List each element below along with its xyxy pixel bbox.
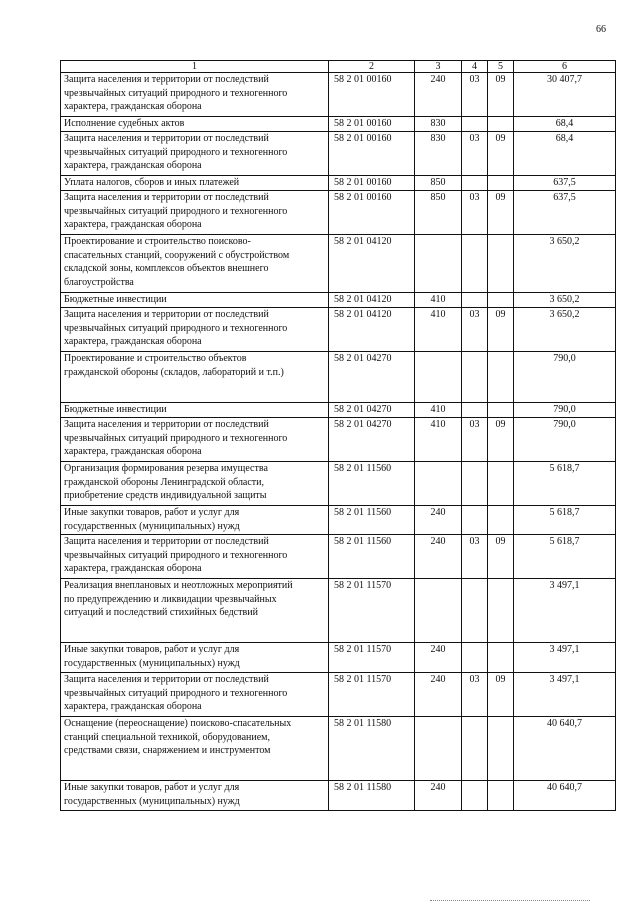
row-amount-cell: 5 618,7 (514, 462, 616, 506)
row-amount-cell: 40 640,7 (514, 781, 616, 811)
row-section-cell (462, 176, 488, 191)
row-code-cell: 58 2 01 04270 (329, 403, 415, 418)
header-col-6: 6 (514, 61, 616, 73)
table-row (61, 462, 616, 506)
row-amount-cell: 3 650,2 (514, 293, 616, 308)
row-expense-type-cell (415, 717, 462, 781)
row-subsection-cell: 09 (488, 132, 514, 176)
row-expense-type-cell: 410 (415, 293, 462, 308)
row-code-cell: 58 2 01 11560 (329, 535, 415, 579)
row-section-cell: 03 (462, 308, 488, 352)
table-row (61, 535, 616, 579)
row-subsection-cell (488, 293, 514, 308)
row-code-cell: 58 2 01 00160 (329, 176, 415, 191)
table-row (61, 293, 616, 308)
row-subsection-cell (488, 235, 514, 293)
row-section-cell (462, 643, 488, 673)
row-name-cell: Исполнение судебных актов (61, 117, 329, 132)
row-subsection-cell: 09 (488, 535, 514, 579)
page-number: 66 (596, 24, 606, 35)
row-code-cell: 58 2 01 04120 (329, 293, 415, 308)
budget-table (60, 60, 616, 811)
row-expense-type-cell: 410 (415, 403, 462, 418)
row-amount-cell: 790,0 (514, 418, 616, 462)
row-code-cell: 58 2 01 04120 (329, 235, 415, 293)
row-code-cell: 58 2 01 11570 (329, 673, 415, 717)
header-col-2: 2 (329, 61, 415, 73)
row-expense-type-cell (415, 579, 462, 643)
row-expense-type-cell: 240 (415, 535, 462, 579)
row-subsection-cell (488, 506, 514, 535)
row-name-cell: Защита населения и территории от последствий чрезвычайных ситуаций природного и техногенного характера, гражданская оборона (61, 673, 329, 717)
row-amount-cell: 3 497,1 (514, 673, 616, 717)
row-code-cell: 58 2 01 04270 (329, 352, 415, 403)
row-expense-type-cell: 240 (415, 673, 462, 717)
row-section-cell (462, 293, 488, 308)
header-col-5: 5 (488, 61, 514, 73)
row-expense-type-cell: 850 (415, 176, 462, 191)
row-code-cell: 58 2 01 00160 (329, 117, 415, 132)
row-subsection-cell (488, 579, 514, 643)
row-name-cell: Защита населения и территории от последствий чрезвычайных ситуаций природного и техногенного характера, гражданская оборона (61, 191, 329, 235)
row-amount-cell: 790,0 (514, 403, 616, 418)
scan-artifact-line (430, 900, 590, 901)
header-col-3: 3 (415, 61, 462, 73)
row-section-cell (462, 235, 488, 293)
row-name-cell: Организация формирования резерва имущества гражданской обороны Ленинградской области, приобретение средств индивидуальной защиты (61, 462, 329, 506)
table-row (61, 418, 616, 462)
row-name-cell: Защита населения и территории от последствий чрезвычайных ситуаций природного и техногенного характера, гражданская оборона (61, 535, 329, 579)
row-subsection-cell: 09 (488, 418, 514, 462)
row-amount-cell: 5 618,7 (514, 535, 616, 579)
row-name-cell: Защита населения и территории от последствий чрезвычайных ситуаций природного и техногенного характера, гражданская оборона (61, 132, 329, 176)
row-name-cell: Защита населения и территории от последствий чрезвычайных ситуаций природного и техногенного характера, гражданская оборона (61, 308, 329, 352)
row-expense-type-cell: 240 (415, 506, 462, 535)
row-section-cell: 03 (462, 535, 488, 579)
row-code-cell: 58 2 01 04120 (329, 308, 415, 352)
row-section-cell (462, 579, 488, 643)
row-amount-cell: 5 618,7 (514, 506, 616, 535)
row-expense-type-cell (415, 352, 462, 403)
table-row (61, 176, 616, 191)
row-amount-cell: 68,4 (514, 132, 616, 176)
row-name-cell: Защита населения и территории от последствий чрезвычайных ситуаций природного и техногенного характера, гражданская оборона (61, 418, 329, 462)
row-subsection-cell: 09 (488, 191, 514, 235)
table-header-row (61, 61, 616, 73)
table-row (61, 132, 616, 176)
row-subsection-cell (488, 643, 514, 673)
table-row (61, 717, 616, 781)
row-amount-cell: 3 650,2 (514, 308, 616, 352)
row-subsection-cell (488, 352, 514, 403)
table-row (61, 117, 616, 132)
row-amount-cell: 30 407,7 (514, 73, 616, 117)
row-name-cell: Реализация внеплановых и неотложных мероприятий по предупреждению и ликвидации чрезвычайных ситуаций и последствий стихийных бедствий (61, 579, 329, 643)
row-subsection-cell (488, 403, 514, 418)
row-expense-type-cell: 850 (415, 191, 462, 235)
row-code-cell: 58 2 01 11570 (329, 579, 415, 643)
row-expense-type-cell: 240 (415, 73, 462, 117)
row-section-cell (462, 717, 488, 781)
row-expense-type-cell: 830 (415, 132, 462, 176)
row-section-cell (462, 403, 488, 418)
row-name-cell: Проектирование и строительство объектов гражданской обороны (складов, лабораторий и т.п.) (61, 352, 329, 403)
row-subsection-cell (488, 781, 514, 811)
row-section-cell (462, 462, 488, 506)
row-expense-type-cell: 240 (415, 781, 462, 811)
row-expense-type-cell (415, 235, 462, 293)
row-amount-cell: 637,5 (514, 191, 616, 235)
row-name-cell: Бюджетные инвестиции (61, 403, 329, 418)
row-name-cell: Уплата налогов, сборов и иных платежей (61, 176, 329, 191)
row-section-cell (462, 781, 488, 811)
header-col-4: 4 (462, 61, 488, 73)
row-code-cell: 58 2 01 11560 (329, 462, 415, 506)
row-amount-cell: 40 640,7 (514, 717, 616, 781)
row-amount-cell: 790,0 (514, 352, 616, 403)
table-row (61, 781, 616, 811)
row-name-cell: Проектирование и строительство поисково- спасательных станций, сооружений с обустройством складской зоны, комплексов объектов внешнего благоустройства (61, 235, 329, 293)
row-expense-type-cell: 830 (415, 117, 462, 132)
table-row (61, 235, 616, 293)
row-section-cell: 03 (462, 191, 488, 235)
row-expense-type-cell: 410 (415, 418, 462, 462)
row-name-cell: Иные закупки товаров, работ и услуг для государственных (муниципальных) нужд (61, 643, 329, 673)
table-row (61, 579, 616, 643)
row-section-cell: 03 (462, 132, 488, 176)
header-col-1: 1 (61, 61, 329, 73)
row-code-cell: 58 2 01 04270 (329, 418, 415, 462)
row-name-cell: Иные закупки товаров, работ и услуг для государственных (муниципальных) нужд (61, 506, 329, 535)
row-expense-type-cell: 410 (415, 308, 462, 352)
table-row (61, 403, 616, 418)
row-section-cell: 03 (462, 673, 488, 717)
row-amount-cell: 68,4 (514, 117, 616, 132)
row-code-cell: 58 2 01 11580 (329, 717, 415, 781)
row-amount-cell: 3 497,1 (514, 643, 616, 673)
row-expense-type-cell: 240 (415, 643, 462, 673)
row-section-cell: 03 (462, 418, 488, 462)
table-row (61, 308, 616, 352)
table-row (61, 673, 616, 717)
table-row (61, 191, 616, 235)
table-row (61, 352, 616, 403)
table-row (61, 73, 616, 117)
row-subsection-cell: 09 (488, 673, 514, 717)
row-amount-cell: 3 497,1 (514, 579, 616, 643)
row-name-cell: Оснащение (переоснащение) поисково-спасательных станций специальной техникой, оборудованием, средствами связи, снаряжением и инструментом (61, 717, 329, 781)
row-subsection-cell: 09 (488, 73, 514, 117)
row-code-cell: 58 2 01 11570 (329, 643, 415, 673)
row-code-cell: 58 2 01 00160 (329, 191, 415, 235)
row-section-cell (462, 352, 488, 403)
row-section-cell (462, 506, 488, 535)
row-code-cell: 58 2 01 00160 (329, 132, 415, 176)
row-code-cell: 58 2 01 11560 (329, 506, 415, 535)
row-subsection-cell: 09 (488, 308, 514, 352)
row-subsection-cell (488, 717, 514, 781)
row-amount-cell: 3 650,2 (514, 235, 616, 293)
row-subsection-cell (488, 117, 514, 132)
row-name-cell: Бюджетные инвестиции (61, 293, 329, 308)
row-expense-type-cell (415, 462, 462, 506)
row-name-cell: Иные закупки товаров, работ и услуг для государственных (муниципальных) нужд (61, 781, 329, 811)
table-row (61, 643, 616, 673)
table-row (61, 506, 616, 535)
row-name-cell: Защита населения и территории от последствий чрезвычайных ситуаций природного и техногенного характера, гражданская оборона (61, 73, 329, 117)
row-code-cell: 58 2 01 11580 (329, 781, 415, 811)
row-amount-cell: 637,5 (514, 176, 616, 191)
row-code-cell: 58 2 01 00160 (329, 73, 415, 117)
row-subsection-cell (488, 462, 514, 506)
row-subsection-cell (488, 176, 514, 191)
row-section-cell (462, 117, 488, 132)
row-section-cell: 03 (462, 73, 488, 117)
